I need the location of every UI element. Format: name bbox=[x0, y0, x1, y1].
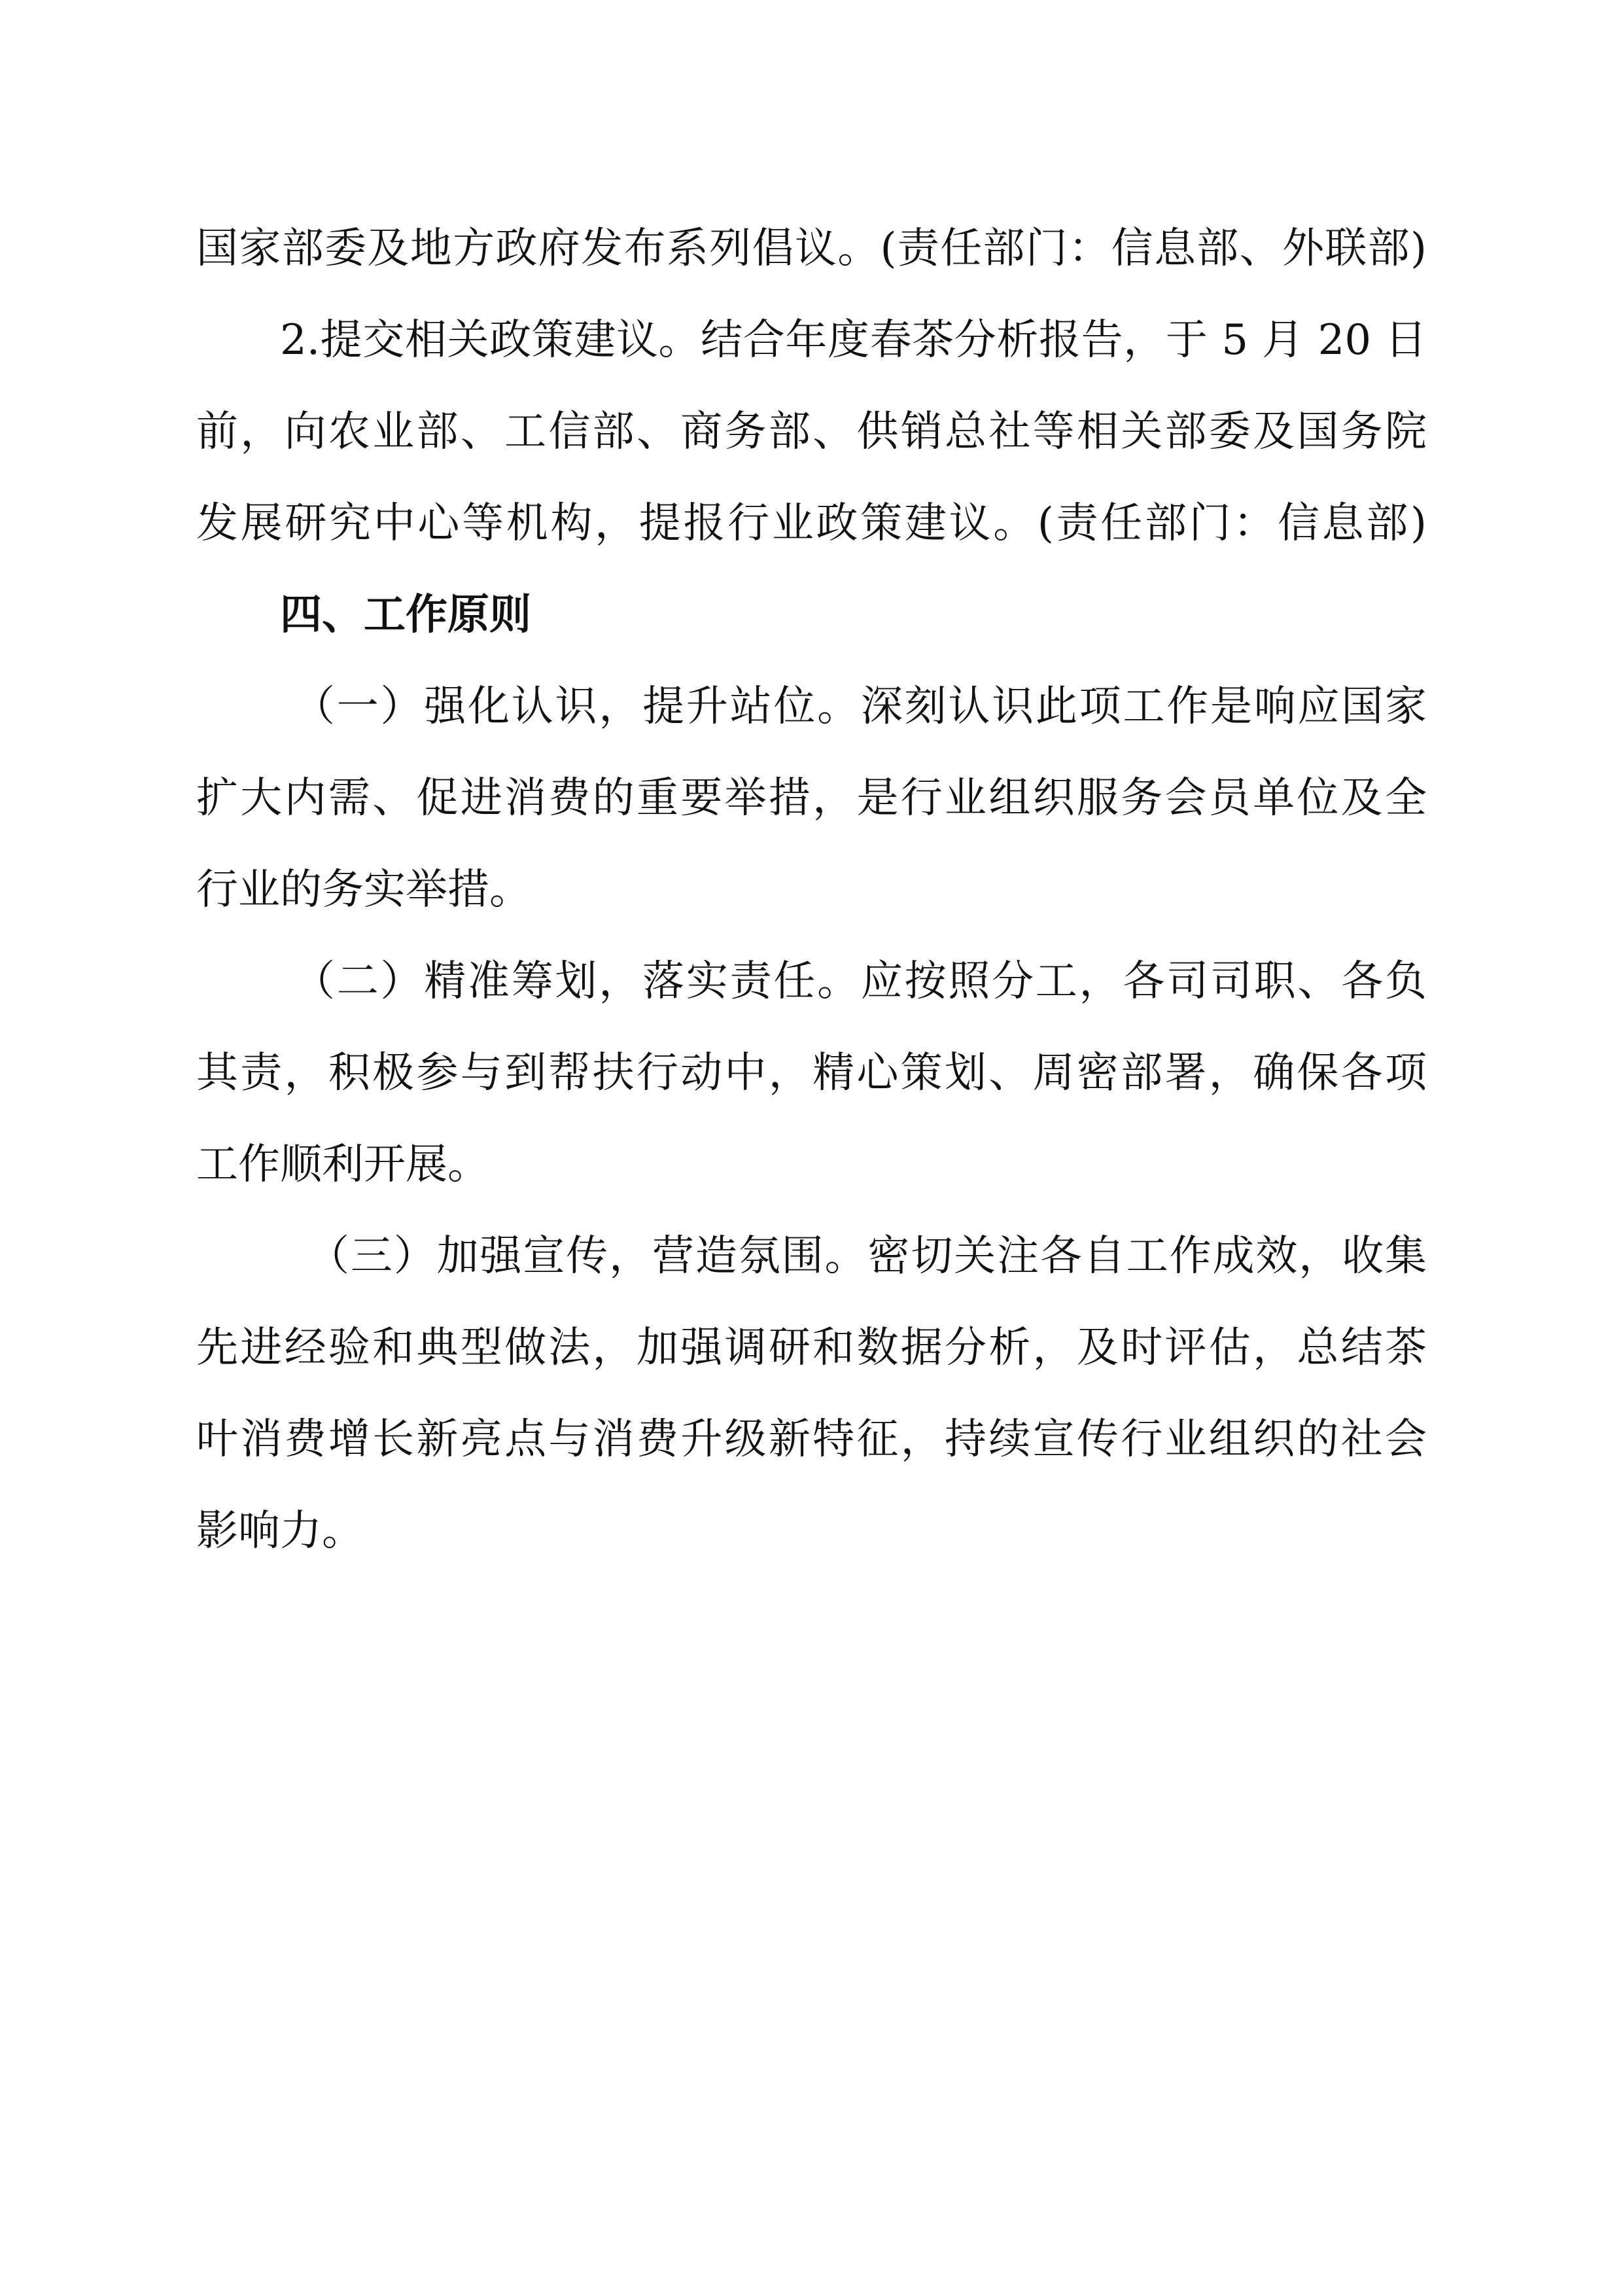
principle-two-line: 工作顺利开展。 bbox=[196, 1140, 489, 1189]
paragraph-policy-suggestion-line: 2.提交相关政策建议。结合年度春茶分析报告，于 5 月 20 日 bbox=[280, 316, 1427, 364]
principle-three-line: （三）加强宣传，营造氛围。密切关注各自工作成效，收集 bbox=[307, 1232, 1427, 1280]
principle-one-line: （一）强化认识，提升站位。深刻认识此项工作是响应国家 bbox=[293, 682, 1427, 731]
principle-two-line: 其责，积极参与到帮扶行动中，精心策划、周密部署，确保各项 bbox=[196, 1049, 1427, 1097]
principle-two-line: （二）精准筹划，落实责任。应按照分工，各司司职、各负 bbox=[293, 957, 1427, 1006]
principle-one-line: 扩大内需、促进消费的重要举措，是行业组织服务会员单位及全 bbox=[196, 774, 1427, 822]
section-heading: 四、工作原则 bbox=[280, 590, 531, 639]
principle-three-line: 影响力。 bbox=[196, 1507, 364, 1555]
principle-three-line: 先进经验和典型做法，加强调研和数据分析，及时评估，总结茶 bbox=[196, 1324, 1427, 1372]
paragraph-policy-suggestion-line: 前，向农业部、工信部、商务部、供销总社等相关部委及国务院 bbox=[196, 408, 1427, 456]
document-body bbox=[196, 203, 1427, 1577]
principle-three-line: 叶消费增长新亮点与消费升级新特征，持续宣传行业组织的社会 bbox=[196, 1415, 1427, 1464]
paragraph-continuation-line: 国家部委及地方政府发布系列倡议。(责任部门：信息部、外联部) bbox=[196, 224, 1427, 273]
principle-one-line: 行业的务实举措。 bbox=[196, 866, 531, 914]
paragraph-policy-suggestion-line: 发展研究中心等机构，提报行业政策建议。(责任部门：信息部) bbox=[196, 499, 1427, 548]
